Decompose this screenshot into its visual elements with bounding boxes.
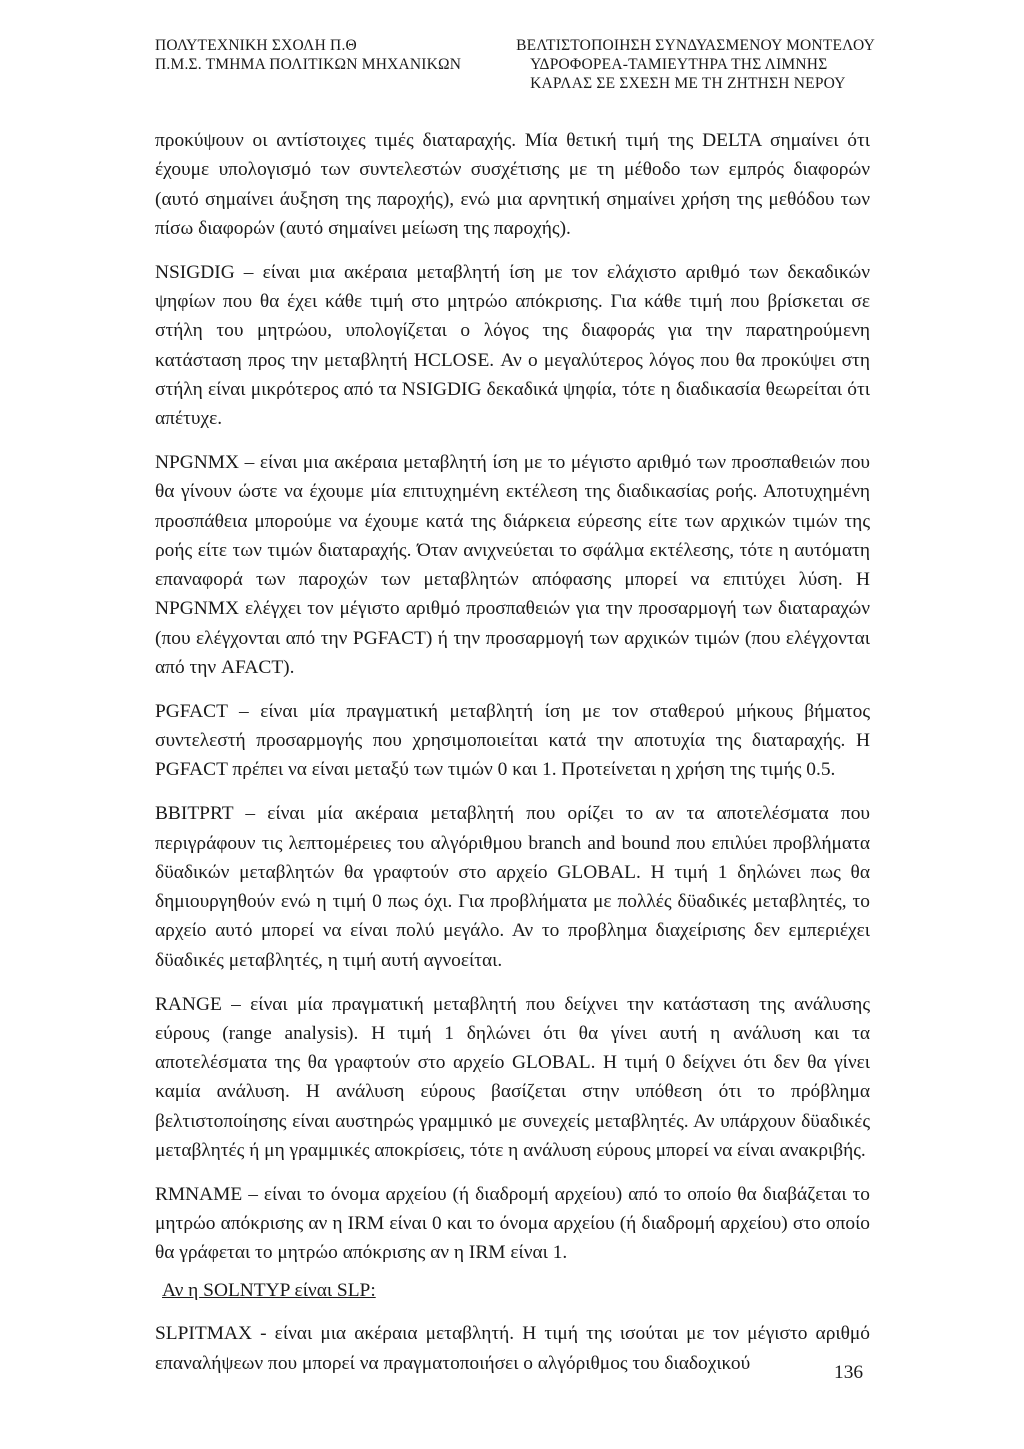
header-title-line3: ΚΑΡΛΑΣ ΣΕ ΣΧΕΣΗ ΜΕ ΤΗ ΖΗΤΗΣΗ ΝΕΡΟΥ	[530, 75, 846, 92]
section-subheading	[155, 1276, 870, 1305]
header-left	[155, 36, 461, 93]
header-right	[516, 36, 875, 93]
paragraph-range: RANGE – είναι μία πραγματική μεταβλητή που δείχνει την κατάσταση της ανάλυσης εύρους (range analysis). Η τιμή 1 δηλώνει ότι θα γίνει αυτή η ανάλυση και τα αποτελέσματα της θα γραφτούν στο αρχείο GLOBAL. Η τιμή 0 δείχνει ότι δεν θα γίνει καμία ανάλυση. Η ανάλυση εύρους βασίζεται στην υπόθεση ότι το πρόβλημα βελτιστοποίησης είναι αυστηρώς γραμμικό με συνεχείς μεταβλητές. Αν υπάρχουν δϋαδικές μεταβλητές ή μη γραμμικές αποκρίσεις, τότε η ανάλυση εύρους μπορεί να είναι ανακριβής.	[155, 993, 870, 1161]
paragraph-rmname: RMNAME – είναι το όνομα αρχείου (ή διαδρομή αρχείου) από το οποίο θα διαβάζεται το μητρώο απόκρισης αν η IRM είναι 0 και το όνομα αρχείου (ή διαδρομή αρχείου) στο οποίο θα γράφεται το μητρώο απόκρισης αν η IRM είναι 1.	[155, 1183, 870, 1264]
header-title-line2: ΥΔΡΟΦΟΡΕΑ-ΤΑΜΙΕΥΤΗΡΑ ΤΗΣ ΛΙΜΝΗΣ	[530, 56, 828, 73]
body-text	[155, 126, 870, 1393]
paragraph-pgfact: PGFACT – είναι μία πραγματική μεταβλητή ίση με τον σταθερού μήκους βήματος συντελεστή προσαρμογής που χρησιμοποιείται κατά την αποτυχία της διαταραχής. Η PGFACT πρέπει να είναι μεταξύ των τιμών 0 και 1. Προτείνεται η χρήση της τιμής 0.5.	[155, 700, 870, 781]
page-header	[155, 36, 875, 93]
header-department: Π.Μ.Σ. ΤΜΗΜΑ ΠΟΛΙΤΙΚΩΝ ΜΗΧΑΝΙΚΩΝ	[155, 56, 462, 73]
paragraph-slpitmax: SLPITMAX - είναι μια ακέραια μεταβλητή. Η τιμή της ισούται με τον μέγιστο αριθμό επαναλήψεων που μπορεί να πραγματοποιήσει ο αλγόριθμος του διαδοχικού	[155, 1323, 870, 1374]
paragraph-nsigdig: NSIGDIG – είναι μια ακέραια μεταβλητή ίση με τον ελάχιστο αριθμό των δεκαδικών ψηφίων που θα έχει κάθε τιμή στο μητρώο απόκρισης. Για κάθε τιμή που βρίσκεται σε στήλη του μητρώου, υπολογίζεται ο λόγος της διαφοράς για την παρατηρούμενη κατάσταση προς την μεταβλητή HCLOSE. Αν ο μεγαλύτερος λόγος που θα προκύψει στη στήλη είναι μικρότερος από τα NSIGDIG δεκαδικά ψηφία, τότε η διαδικασία θεωρείται ότι απέτυχε.	[155, 261, 870, 430]
paragraph-npgnmx: NPGNMX – είναι μια ακέραια μεταβλητή ίση με το μέγιστο αριθμό των προσπαθειών που θα γίνουν ώστε να έχουμε μία επιτυχημένη εκτέλεση της διαδικασίας ροής. Αποτυχημένη προσπάθεια μπορούμε να έχουμε κατά της διάρκεια εύρεσης είτε των αρχικών τιμών της ροής είτε των τιμών διαταραχής. Όταν ανιχνεύεται το σφάλμα εκτέλεσης, τότε η αυτόματη επαναφορά των παροχών των μεταβλητών απόφασης μπορεί να επιτύχει λύση. Η NPGNMX ελέγχει τον μέγιστο αριθμό προσπαθειών για την προσαρμογή των διαταραχών (που ελέγχονται από την PGFACT) ή την προσαρμογή των αρχικών τιμών (που ελέγχονται από την AFACT).	[155, 451, 870, 679]
page-number: 136	[834, 1362, 864, 1383]
header-title-line1: ΒΕΛΤΙΣΤΟΠΟΙΗΣΗ ΣΥΝΔΥΑΣΜΕΝΟΥ ΜΟΝΤΕΛΟΥ	[516, 37, 875, 54]
subheading-text: Αν η SOLNTYP είναι SLP:	[162, 1279, 376, 1301]
header-school: ΠΟΛΥΤΕΧΝΙΚΗ ΣΧΟΛΗ Π.Θ	[155, 37, 357, 54]
paragraph-bbitprt: BBITPRT – είναι μία ακέραια μεταβλητή που ορίζει το αν τα αποτελέσματα που περιγράφουν τις λεπτομέρειες του αλγόριθμου branch and bound που επιλύει προβλήματα δϋαδικών μεταβλητών θα γραφτούν στο αρχείο GLOBAL. Η τιμή 1 δηλώνει πως θα δημιουργηθούν ενώ η τιμή 0 πως όχι. Για προβλήματα με πολλές δϋαδικές μεταβλητές, το αρχείο αυτό μπορεί να είναι πολύ μεγάλο. Αν το προβλημα διαχείρισης δεν εμπεριέχει δϋαδικές μεταβλητές, η τιμή αυτή αγνοείται.	[155, 803, 870, 971]
paragraph-delta-continuation: προκύψουν οι αντίστοιχες τιμές διαταραχής. Μία θετική τιμή της DELTA σημαίνει ότι έχουμε υπολογισμό των συντελεστών συσχέτισης με τη μέθοδο των εμπρός διαφορών (αυτό σημαίνει άυξηση της παροχής), ενώ μια αρνητική σημαίνει χρήση της μεθόδου των πίσω διαφορών (αυτό σημαίνει μείωση της παροχής).	[155, 130, 870, 239]
